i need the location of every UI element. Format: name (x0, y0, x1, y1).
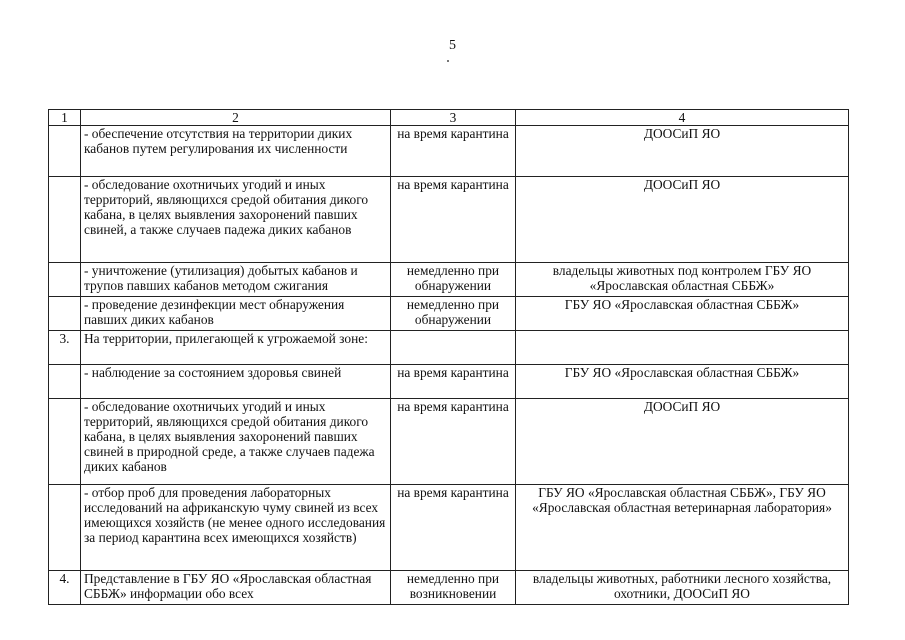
table-row (49, 177, 849, 263)
page-number: 5 (449, 38, 456, 53)
row-number (49, 297, 81, 331)
measure-text: - уничтожение (утилизация) добытых кабанов и трупов павших кабанов методом сжигания (81, 263, 391, 297)
row-number (49, 263, 81, 297)
table-row (49, 263, 849, 297)
table-row (49, 399, 849, 485)
table-row (49, 571, 849, 605)
row-number (49, 485, 81, 571)
row-number: 3. (49, 331, 81, 365)
measure-text: Представление в ГБУ ЯО «Ярославская областная СББЖ» информации обо всех (81, 571, 391, 605)
responsible: ГБУ ЯО «Ярославская областная СББЖ», ГБУ ЯО «Ярославская областная ветеринарная лаборатория» (516, 485, 849, 571)
table-row (49, 331, 849, 365)
measure-text: - наблюдение за состоянием здоровья свиней (81, 365, 391, 399)
scan-speck (447, 60, 449, 62)
row-number: 4. (49, 571, 81, 605)
deadline: немедленно при обнаружении (391, 263, 516, 297)
measure-text: На территории, прилегающей к угрожаемой зоне: (81, 331, 391, 365)
responsible (516, 331, 849, 365)
responsible: владельцы животных, работники лесного хозяйства, охотники, ДООСиП ЯО (516, 571, 849, 605)
table-row (49, 297, 849, 331)
deadline: на время карантина (391, 399, 516, 485)
deadline: на время карантина (391, 485, 516, 571)
measure-text: - проведение дезинфекции мест обнаружения павших диких кабанов (81, 297, 391, 331)
measures-table (48, 109, 849, 605)
measure-text: - отбор проб для проведения лабораторных исследований на африканскую чуму свиней из всех имеющихся хозяйств (не менее одного исследования за период карантина всех имеющихся хозяйств) (81, 485, 391, 571)
deadline: немедленно при возникновении (391, 571, 516, 605)
header-col-3: 3 (391, 110, 516, 126)
responsible: владельцы животных под контролем ГБУ ЯО «Ярославская областная СББЖ» (516, 263, 849, 297)
row-number (49, 399, 81, 485)
responsible: ГБУ ЯО «Ярославская областная СББЖ» (516, 365, 849, 399)
table-row (49, 485, 849, 571)
deadline: на время карантина (391, 365, 516, 399)
table-row (49, 365, 849, 399)
responsible: ДООСиП ЯО (516, 126, 849, 177)
header-col-2: 2 (81, 110, 391, 126)
responsible: ДООСиП ЯО (516, 177, 849, 263)
row-number (49, 177, 81, 263)
row-number (49, 365, 81, 399)
measure-text: - обеспечение отсутствия на территории диких кабанов путем регулирования их численности (81, 126, 391, 177)
responsible: ГБУ ЯО «Ярославская областная СББЖ» (516, 297, 849, 331)
deadline: на время карантина (391, 177, 516, 263)
measure-text: - обследование охотничьих угодий и иных территорий, являющихся средой обитания дикого кабана, в целях выявления захоронений павших свиней, а также случаев падежа диких кабанов (81, 177, 391, 263)
deadline: немедленно при обнаружении (391, 297, 516, 331)
responsible: ДООСиП ЯО (516, 399, 849, 485)
header-col-4: 4 (516, 110, 849, 126)
table-header-row (49, 110, 849, 126)
measure-text: - обследование охотничьих угодий и иных территорий, являющихся средой обитания дикого кабана, в целях выявления захоронений павших свиней в природной среде, а также случаев падежа диких кабанов (81, 399, 391, 485)
deadline: на время карантина (391, 126, 516, 177)
table-row (49, 126, 849, 177)
row-number (49, 126, 81, 177)
header-col-1: 1 (49, 110, 81, 126)
deadline (391, 331, 516, 365)
